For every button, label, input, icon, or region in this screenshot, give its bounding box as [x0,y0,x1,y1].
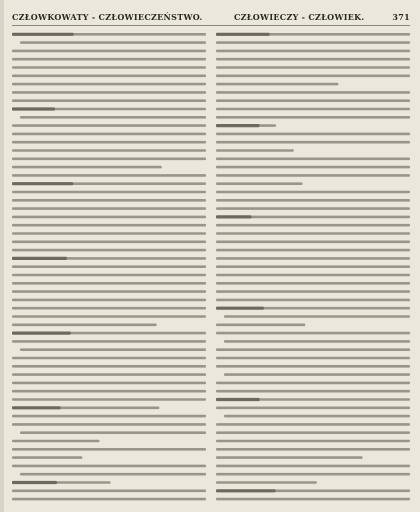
entry-headword-mark [12,33,74,36]
text-line [12,382,206,385]
text-line [216,91,410,94]
text-line [216,191,410,194]
entry-headword-mark [12,107,55,110]
text-line [12,274,206,277]
text-line [216,241,410,244]
text-line [12,373,206,376]
text-line [12,149,206,152]
text-line [216,498,410,501]
text-line [12,224,206,227]
text-line [216,66,410,69]
text-line [12,423,206,426]
text-line [216,274,410,277]
text-line [216,440,410,443]
text-line [12,415,206,418]
text-line [216,357,410,360]
text-line [216,224,410,227]
text-line [216,257,410,260]
text-line [216,265,410,268]
text-line [12,340,206,343]
text-line [12,241,206,244]
text-line [12,158,206,161]
text-line [216,407,410,410]
text-line [216,465,410,468]
text-line [12,207,206,210]
running-head-right: CZŁOWIECZY - CZŁOWIEK. [234,12,365,22]
text-line [12,465,206,468]
text-line [216,141,410,144]
text-line [12,199,206,202]
text-line [216,282,410,285]
text-line [216,50,410,53]
text-line [20,473,206,476]
text-line [216,133,410,136]
entry-headword-mark [12,257,67,260]
text-line [216,58,410,61]
entry-headword-mark [12,406,61,409]
text-line [216,448,410,451]
text-line [12,249,206,252]
text-line [216,207,410,210]
text-line [12,282,206,285]
text-line [216,116,410,119]
text-line [20,348,206,351]
text-line [216,108,410,111]
text-line [224,315,410,318]
entry-headword-mark [216,215,252,218]
text-line [12,216,206,219]
page-number: 371 [392,12,410,22]
text-line [216,299,410,302]
text-line [12,141,206,144]
text-line [12,448,206,451]
text-line [12,58,206,61]
text-line [216,324,305,327]
left-text-column [12,30,208,508]
text-line [12,232,206,235]
text-line [216,166,410,169]
entry-headword-mark [12,481,57,484]
text-line [12,357,206,360]
text-line [224,373,410,376]
left-column-text-lines [12,30,208,508]
text-line [216,481,317,484]
text-line [12,498,206,501]
text-line [216,473,410,476]
text-line [216,249,410,252]
text-line [12,440,100,443]
text-line [216,75,410,78]
entry-headword-mark [216,124,259,127]
text-line [216,41,410,44]
entry-headword-mark [216,398,260,401]
text-line [216,390,410,393]
text-line [216,431,410,434]
text-line [216,182,303,185]
header-rule [12,25,410,26]
entry-headword-mark [216,307,264,310]
text-line [12,390,206,393]
text-line [224,415,410,418]
text-line [12,490,206,493]
text-line [12,66,206,69]
text-line [20,116,206,119]
text-line [12,307,206,310]
text-line [216,456,363,459]
text-line [12,315,206,318]
text-line [216,365,410,368]
text-line [224,340,410,343]
text-line [216,332,410,335]
text-line [12,124,206,127]
text-line [12,365,206,368]
text-line [12,50,206,53]
text-line [12,174,206,177]
text-line [12,265,206,268]
text-line [12,456,82,459]
text-line [12,91,206,94]
text-line [216,232,410,235]
entry-headword-mark [216,33,270,36]
text-line [216,174,410,177]
text-line [12,75,206,78]
gutter-shadow [0,0,4,512]
running-head-left: CZŁOWKOWATY - CZŁOWIECZEŃSTWO. [12,12,203,22]
text-line [20,41,206,44]
text-line [12,99,206,102]
text-line [12,324,157,327]
text-line [216,423,410,426]
text-line [216,99,410,102]
text-line [216,158,410,161]
entry-headword-mark [12,332,71,335]
text-line [12,191,206,194]
text-line [216,149,294,152]
text-line [12,166,162,169]
text-line [20,431,206,434]
text-line [216,83,338,86]
right-text-column [216,30,412,508]
text-line [12,299,206,302]
text-line [216,290,410,293]
entry-headword-mark [216,489,276,492]
text-line [12,83,206,86]
text-line [216,199,410,202]
text-line [216,382,410,385]
running-head [8,12,412,24]
text-line [12,133,206,136]
entry-headword-mark [12,182,73,185]
right-column-text-lines [216,30,412,508]
text-line [12,398,206,401]
text-line [216,348,410,351]
text-line [12,290,206,293]
